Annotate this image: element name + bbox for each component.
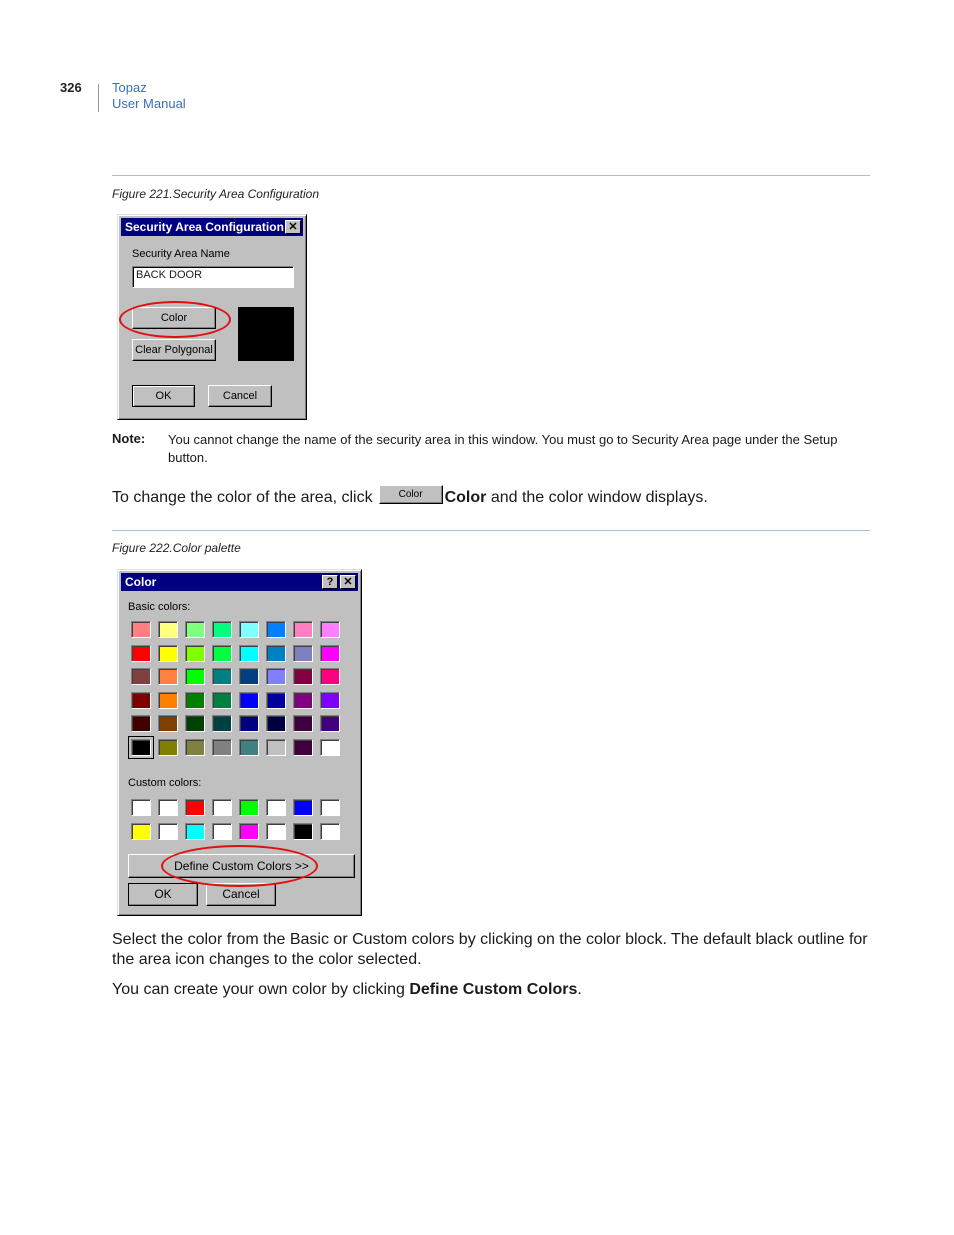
custom-color-swatch[interactable] bbox=[185, 823, 205, 840]
note-text: You cannot change the name of the security area in this window. You must go to Security Area page under the Setup button. bbox=[168, 432, 838, 465]
basic-color-swatch[interactable] bbox=[212, 621, 232, 638]
basic-color-swatch[interactable] bbox=[158, 715, 178, 732]
cancel-button[interactable]: Cancel bbox=[206, 883, 276, 906]
basic-color-swatch[interactable] bbox=[320, 621, 340, 638]
basic-color-swatch[interactable] bbox=[212, 715, 232, 732]
basic-color-swatch[interactable] bbox=[185, 621, 205, 638]
custom-color-swatch[interactable] bbox=[239, 823, 259, 840]
basic-color-swatch[interactable] bbox=[158, 739, 178, 756]
define-custom-colors-button[interactable]: Define Custom Colors >> bbox=[128, 854, 355, 878]
dialog-title: Color bbox=[125, 575, 157, 589]
basic-color-swatch[interactable] bbox=[320, 739, 340, 756]
basic-color-swatch[interactable] bbox=[239, 692, 259, 709]
basic-color-swatch[interactable] bbox=[293, 692, 313, 709]
note-label: Note: bbox=[112, 431, 146, 446]
basic-color-swatch[interactable] bbox=[185, 668, 205, 685]
custom-color-swatch[interactable] bbox=[131, 799, 151, 816]
instruction-line bbox=[112, 488, 872, 508]
close-icon[interactable]: ✕ bbox=[285, 220, 301, 234]
basic-color-swatch[interactable] bbox=[266, 692, 286, 709]
basic-color-swatch[interactable] bbox=[266, 715, 286, 732]
instruction-prefix: To change the color of the area, click bbox=[112, 489, 373, 506]
basic-color-swatch[interactable] bbox=[320, 715, 340, 732]
area-name-input[interactable]: BACK DOOR bbox=[132, 266, 294, 288]
help-icon[interactable]: ? bbox=[322, 575, 338, 589]
dialog-title: Security Area Configuration bbox=[125, 220, 284, 234]
custom-color-swatch[interactable] bbox=[158, 823, 178, 840]
basic-color-swatch[interactable] bbox=[131, 645, 151, 662]
cancel-button[interactable]: Cancel bbox=[208, 385, 272, 407]
basic-color-swatch[interactable] bbox=[185, 739, 205, 756]
instruction-bold: Color bbox=[444, 489, 487, 506]
color-preview bbox=[238, 307, 294, 361]
custom-color-swatch[interactable] bbox=[320, 823, 340, 840]
product-name: Topaz bbox=[112, 80, 147, 95]
basic-color-swatch[interactable] bbox=[212, 645, 232, 662]
basic-color-swatch[interactable] bbox=[320, 668, 340, 685]
basic-color-swatch[interactable] bbox=[212, 692, 232, 709]
color-button[interactable]: Color bbox=[132, 307, 216, 329]
custom-color-swatch[interactable] bbox=[293, 799, 313, 816]
custom-color-swatch[interactable] bbox=[131, 823, 151, 840]
basic-color-swatch[interactable] bbox=[131, 692, 151, 709]
basic-color-swatch[interactable] bbox=[158, 668, 178, 685]
paragraph: Select the color from the Basic or Custom colors by clicking on the color block. The default black outline for the area icon changes to the color selected. bbox=[112, 931, 868, 968]
ok-button[interactable]: OK bbox=[132, 385, 195, 407]
basic-color-swatch[interactable] bbox=[158, 645, 178, 662]
paragraph-bold: Define Custom Colors bbox=[409, 981, 578, 998]
highlight-oval bbox=[119, 301, 231, 338]
manual-name: User Manual bbox=[112, 96, 186, 111]
ok-button[interactable]: OK bbox=[128, 883, 198, 906]
basic-color-swatch[interactable] bbox=[266, 645, 286, 662]
basic-color-swatch[interactable] bbox=[131, 621, 151, 638]
basic-color-swatch[interactable] bbox=[158, 692, 178, 709]
custom-color-swatch[interactable] bbox=[320, 799, 340, 816]
paragraph-prefix: You can create your own color by clicking bbox=[112, 981, 410, 998]
custom-color-swatch[interactable] bbox=[212, 799, 232, 816]
basic-color-swatch[interactable] bbox=[239, 739, 259, 756]
figure-caption: Figure 222.Color palette bbox=[112, 541, 241, 555]
figure-caption: Figure 221.Security Area Configuration bbox=[112, 187, 319, 201]
basic-color-swatch[interactable] bbox=[266, 739, 286, 756]
inline-color-button: Color bbox=[379, 485, 443, 504]
instruction-suffix: and the color window displays. bbox=[486, 489, 708, 506]
clear-polygonal-button[interactable]: Clear Polygonal bbox=[132, 339, 216, 361]
custom-color-swatch[interactable] bbox=[185, 799, 205, 816]
highlight-oval bbox=[161, 845, 318, 887]
custom-color-swatch[interactable] bbox=[212, 823, 232, 840]
basic-color-swatch[interactable] bbox=[212, 668, 232, 685]
custom-color-swatch[interactable] bbox=[239, 799, 259, 816]
basic-color-swatch[interactable] bbox=[266, 668, 286, 685]
basic-color-swatch[interactable] bbox=[131, 668, 151, 685]
page-number: 326 bbox=[60, 80, 82, 95]
basic-color-swatch[interactable] bbox=[293, 621, 313, 638]
section-rule bbox=[112, 175, 870, 176]
paragraph-suffix: . bbox=[577, 981, 582, 998]
basic-color-swatch[interactable] bbox=[185, 692, 205, 709]
basic-color-swatch[interactable] bbox=[185, 645, 205, 662]
custom-color-swatch[interactable] bbox=[293, 823, 313, 840]
basic-color-swatch[interactable] bbox=[239, 668, 259, 685]
custom-color-swatch[interactable] bbox=[158, 799, 178, 816]
basic-color-swatch[interactable] bbox=[320, 692, 340, 709]
header-divider bbox=[98, 84, 99, 112]
dialog-titlebar bbox=[121, 218, 303, 236]
basic-color-swatch[interactable] bbox=[239, 645, 259, 662]
basic-color-swatch[interactable] bbox=[239, 715, 259, 732]
section-rule bbox=[112, 530, 870, 531]
basic-colors-label: Basic colors: bbox=[128, 601, 191, 613]
paragraph bbox=[112, 980, 872, 1000]
area-name-label: Security Area Name bbox=[132, 248, 230, 260]
custom-color-swatch[interactable] bbox=[266, 799, 286, 816]
basic-color-swatch[interactable] bbox=[239, 621, 259, 638]
basic-color-swatch[interactable] bbox=[131, 739, 151, 756]
basic-color-swatch[interactable] bbox=[293, 715, 313, 732]
basic-color-swatch[interactable] bbox=[185, 715, 205, 732]
basic-color-swatch[interactable] bbox=[293, 668, 313, 685]
header-title bbox=[112, 80, 186, 112]
basic-color-swatch[interactable] bbox=[212, 739, 232, 756]
basic-color-swatch[interactable] bbox=[131, 715, 151, 732]
basic-color-swatch[interactable] bbox=[293, 645, 313, 662]
custom-color-swatch[interactable] bbox=[266, 823, 286, 840]
custom-colors-label: Custom colors: bbox=[128, 777, 202, 789]
basic-color-swatch[interactable] bbox=[320, 645, 340, 662]
close-icon[interactable]: ✕ bbox=[340, 575, 356, 589]
basic-color-swatch[interactable] bbox=[158, 621, 178, 638]
basic-color-swatch[interactable] bbox=[293, 739, 313, 756]
basic-color-swatch[interactable] bbox=[266, 621, 286, 638]
dialog-titlebar bbox=[121, 573, 358, 591]
